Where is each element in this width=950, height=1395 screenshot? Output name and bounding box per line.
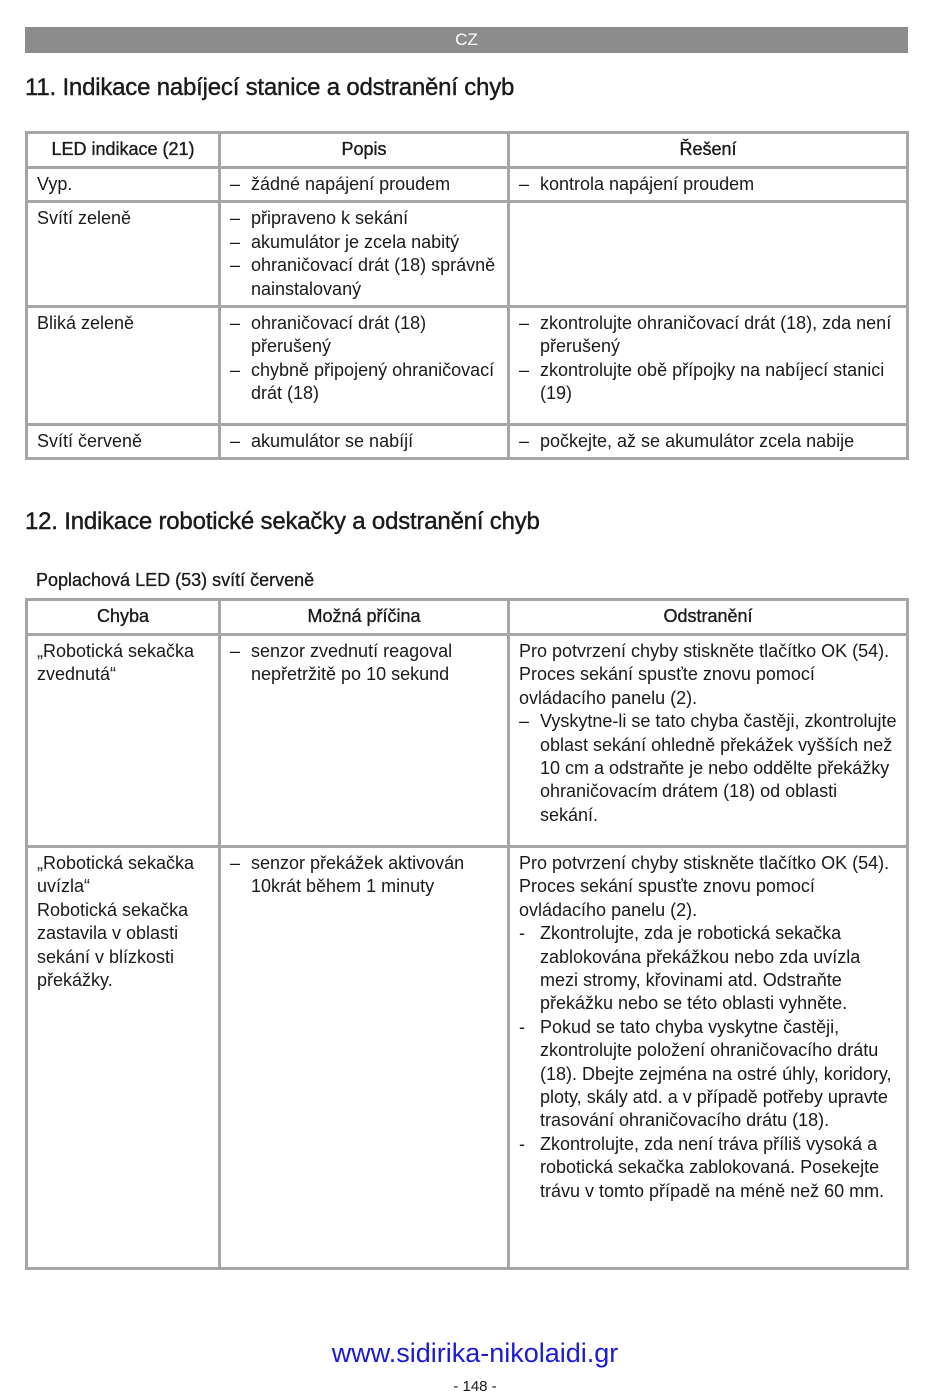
cause-cell — [220, 847, 509, 1269]
cell-text: Pro potvrzení chyby stiskněte tlačítko OK (54). Proces sekání spusťte znovu pomocí ovládacího panelu (2). — [519, 641, 890, 708]
footer-url[interactable]: www.sidirika-nikolaidi.gr — [331, 1338, 619, 1368]
column-header-pricina: Možná příčina — [220, 600, 509, 635]
list-marker: – — [519, 711, 530, 732]
charging-station-led-table — [25, 131, 909, 460]
dash-list-item — [230, 359, 498, 406]
list-item-text: kontrola napájení proudem — [540, 174, 755, 194]
list-item-text: žádné napájení proudem — [251, 174, 451, 194]
dash-list-item — [519, 1016, 897, 1133]
led-state-cell — [27, 307, 220, 425]
list-marker: – — [519, 359, 530, 380]
dash-list-item — [230, 430, 498, 453]
dash-list-item — [519, 430, 897, 453]
dash-list-item — [519, 359, 897, 406]
list-item-text: akumulátor je zcela nabitý — [251, 231, 460, 252]
dash-list-item — [230, 173, 498, 196]
list-item-text: ohraničovací drát (18) správně nainstalovaný — [251, 255, 496, 299]
remedy-cell — [509, 635, 908, 847]
list-marker: – — [230, 853, 241, 873]
list-item-text: připraveno k sekání — [251, 208, 409, 229]
led-state-cell — [27, 425, 220, 459]
cell-text: Bliká zeleně — [37, 313, 135, 334]
list-marker: – — [519, 313, 530, 334]
column-header-chyba: Chyba — [27, 600, 220, 635]
list-marker: – — [230, 359, 241, 380]
dash-list-item — [519, 312, 897, 359]
column-header-popis: Popis — [220, 133, 509, 168]
dash-list-item — [230, 207, 498, 230]
dash-list-item — [230, 312, 498, 359]
list-marker: - — [519, 923, 525, 944]
table-row — [27, 425, 908, 459]
list-item-text: akumulátor se nabíjí — [251, 431, 414, 452]
column-header-odstraneni: Odstranění — [509, 600, 908, 635]
list-marker: - — [519, 1016, 525, 1037]
list-marker: – — [230, 255, 241, 276]
page-number: - 148 - — [453, 1378, 497, 1395]
solution-cell — [509, 168, 908, 202]
list-item-text: zkontrolujte obě přípojky na nabíjecí stanici (19) — [540, 359, 885, 404]
dash-list-item — [230, 640, 498, 687]
description-cell — [220, 425, 509, 459]
dash-list-item — [519, 710, 897, 827]
description-cell — [220, 202, 509, 307]
list-item-text: ohraničovací drát (18) přerušený — [251, 313, 427, 357]
solution-cell — [509, 307, 908, 425]
table-body — [27, 168, 908, 459]
cell-text: Pro potvrzení chyby stiskněte tlačítko OK (54). Proces sekání spusťte znovu pomocí ovládacího panelu (2). — [519, 853, 890, 920]
language-header-bar — [25, 27, 908, 53]
list-item-text: senzor překážek aktivován 10krát během 1 minuty — [251, 853, 465, 897]
solution-cell — [509, 202, 908, 307]
list-marker: – — [230, 313, 241, 334]
cell-text: „Robotická sekačka zvednutá“ — [37, 641, 195, 685]
list-marker: – — [230, 231, 241, 252]
dash-list-item — [519, 1133, 897, 1203]
error-cell — [27, 635, 220, 847]
remedy-cell — [509, 847, 908, 1269]
dash-list-item — [230, 852, 498, 899]
description-cell — [220, 168, 509, 202]
cell-text: „Robotická sekačka uvízla“ — [37, 853, 195, 897]
column-header-led: LED indikace (21) — [27, 133, 220, 168]
dash-list-item — [230, 254, 498, 301]
dash-list-item — [519, 173, 897, 196]
dash-list-item — [519, 922, 897, 1016]
cell-text: Svítí zeleně — [37, 208, 132, 229]
list-marker: – — [230, 641, 241, 661]
section-12-title: 12. Indikace robotické sekačky a odstranění chyb — [25, 508, 540, 535]
cause-cell — [220, 635, 509, 847]
table-row — [27, 847, 908, 1269]
table-row — [27, 635, 908, 847]
dash-list-item — [230, 231, 498, 254]
language-code: CZ — [455, 30, 478, 49]
list-marker: – — [230, 431, 241, 452]
cell-text: Robotická sekačka zastavila v oblasti sekání v blízkosti překážky. — [37, 899, 189, 991]
list-marker: – — [230, 174, 241, 194]
list-marker: - — [519, 1133, 525, 1154]
alarm-led-subtitle: Poplachová LED (53) svítí červeně — [36, 570, 315, 590]
list-item-text: chybně připojený ohraničovací drát (18) — [251, 359, 495, 404]
error-cell — [27, 847, 220, 1269]
led-state-cell — [27, 202, 220, 307]
list-item-text: Zkontrolujte, zda je robotická sekačka zablokována překážkou nebo zda uvízla mezi stromy, křovinami atd. Odstraňte překážku nebo se této oblasti vyhněte. — [540, 923, 861, 1014]
table-row — [27, 307, 908, 425]
led-state-cell — [27, 168, 220, 202]
list-item-text: zkontrolujte ohraničovací drát (18), zda není přerušený — [540, 313, 892, 357]
list-item-text: Pokud se tato chyba vyskytne častěji, zkontrolujte položení ohraničovacího drátu (18). Dbejte zejména na ostré úhly, koridory, ploty, skály atd. a v případě potřeby upravte trasování ohraničovacího drátu (18). — [540, 1016, 892, 1131]
description-cell — [220, 307, 509, 425]
list-marker: – — [519, 431, 530, 452]
table-body — [27, 635, 908, 1269]
cell-text: Svítí červeně — [37, 431, 143, 452]
table-row — [27, 168, 908, 202]
list-item-text: počkejte, až se akumulátor zcela nabije — [540, 431, 855, 452]
table-row — [27, 202, 908, 307]
list-item-text: Vyskytne-li se tato chyba častěji, zkontrolujte oblast sekání ohledně překážek vyšších než 10 cm a odstraňte je nebo oddělte překážky ohraničovacím drátem (18) od oblasti sekání. — [540, 711, 897, 825]
table-header-row — [27, 600, 908, 635]
section-11-title: 11. Indikace nabíjecí stanice a odstranění chyb — [25, 74, 515, 101]
mower-error-table — [25, 598, 909, 1270]
column-header-reseni: Řešení — [509, 133, 908, 168]
list-marker: – — [230, 208, 241, 229]
list-item-text: senzor zvednutí reagoval nepřetržitě po 10 sekund — [251, 641, 453, 685]
cell-text: Vyp. — [37, 174, 73, 194]
table-header-row — [27, 133, 908, 168]
list-marker: – — [519, 174, 530, 194]
solution-cell — [509, 425, 908, 459]
list-item-text: Zkontrolujte, zda není tráva příliš vysoká a robotická sekačka zablokovaná. Posekejte trávu v tomto případě na méně než 60 mm. — [540, 1133, 885, 1201]
